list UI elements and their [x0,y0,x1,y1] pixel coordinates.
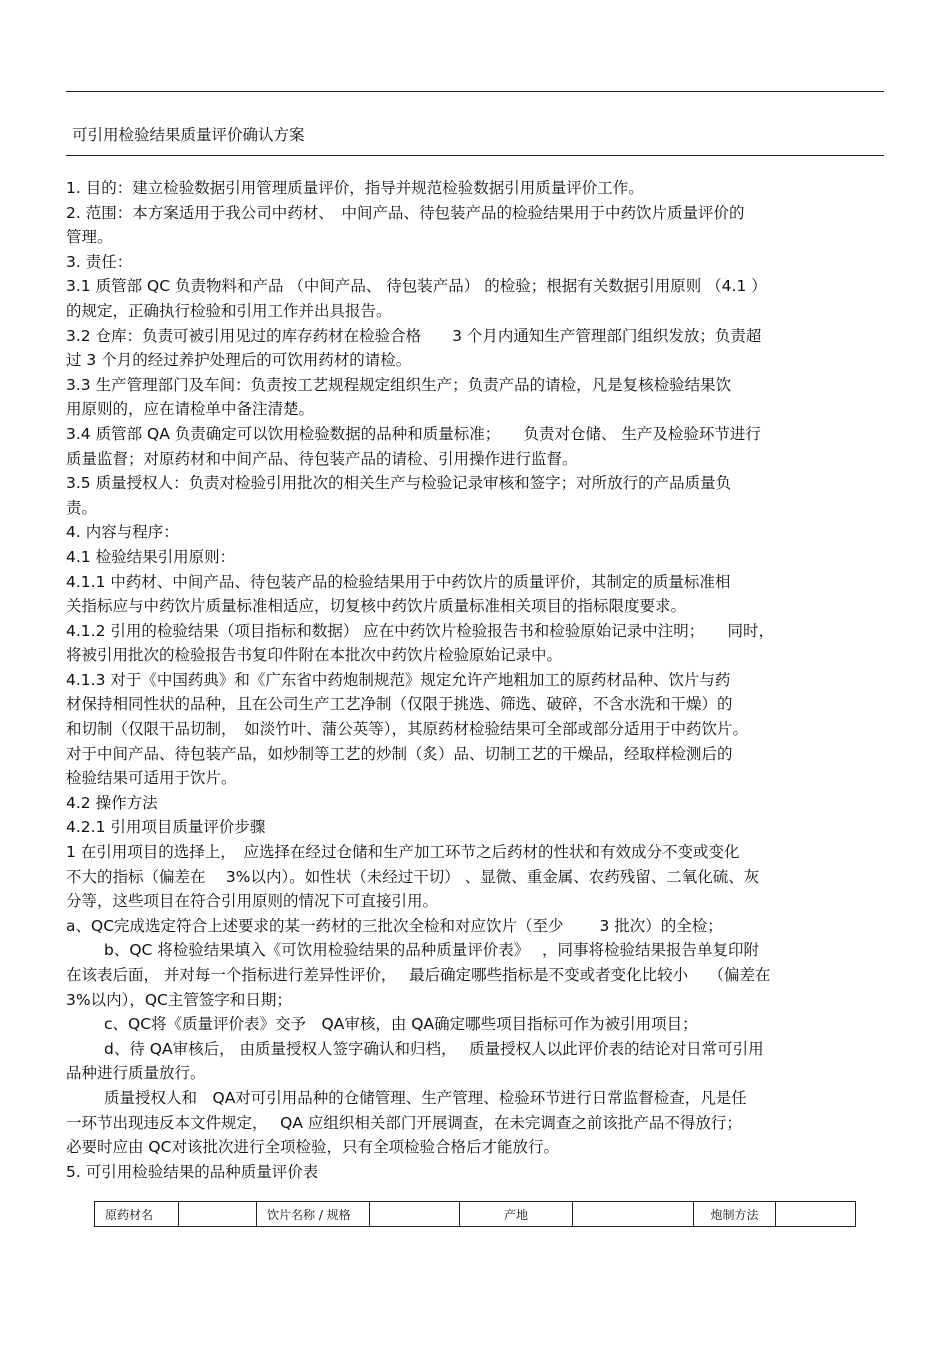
table-cell-label-processing: 炮制方法 [694,1202,776,1227]
text-line: 一环节出现违反本文件规定， QA 应组织相关部门开展调查，在未完调查之前该批产品不得放行； [66,1113,742,1132]
text-line: 3. 责任： [66,252,133,271]
text-line: 3.2 仓库：负责可被引用见过的库存药材在检验合格 3 个月内通知生产管理部门组织发放；负责超 [66,326,762,345]
text-line: 3.1 质管部 QC 负责物料和产品 （中间产品、 待包装产品） 的检验；根据有关数据引用原则 （4.1 ） [66,277,767,296]
text-line: 责。 [66,498,98,517]
text-line: 3.4 质管部 QA 负责确定可以饮用检验数据的品种和质量标准； 负责对仓储、 生产及检验环节进行 [66,424,761,443]
text-line: 4.1.3 对于《中国药典》和《广东省中药炮制规范》规定允许产地粗加工的原药材品种、饮片与药 [66,670,731,689]
table-cell-label-origin: 产地 [460,1202,573,1227]
text-line: 材保持相同性状的品种，且在公司生产工艺净制（仅限于挑选、筛选、破碎，不含水洗和干燥）的 [66,695,733,714]
table-cell-value [179,1202,257,1227]
text-line: 将被引用批次的检验报告书复印件附在本批次中药饮片检验原始记录中。 [66,646,563,665]
table-cell-label-raw-material: 原药材名 [95,1202,179,1227]
text-line: c、QC将《质量评价表》交予 QA审核，由 QA确定哪些项目指标可作为被引用项目； [104,1015,698,1034]
text-line: d、待 QA审核后， 由质量授权人签字确认和归档， 质量授权人以此评价表的结论对日常可引用 [104,1039,764,1058]
text-line: 2. 范围：本方案适用于我公司中药材、 中间产品、待包装产品的检验结果用于中药饮片质量评价的 [66,203,745,222]
text-line: 质量授权人和 QA对可引用品种的仓储管理、生产管理、检验环节进行日常监督检查，凡是任 [104,1088,747,1107]
table-cell-label-slice-spec: 饮片名称 / 规格 [257,1202,370,1227]
text-line: a、QC完成选定符合上述要求的某一药材的三批次全检和对应饮片（至少 3 批次）的全检； [66,916,723,935]
text-line: 分等，这些项目在符合引用原则的情况下可直接引用。 [66,892,439,911]
text-line: 的规定，正确执行检验和引用工作并出具报告。 [66,301,392,320]
text-line: 5. 可引用检验结果的品种质量评价表 [66,1162,319,1181]
document-body [66,176,886,1184]
text-line: 必要时应由 QC对该批次进行全项检验，只有全项检验合格后才能放行。 [66,1138,559,1157]
text-line: 4.1 检验结果引用原则： [66,547,236,566]
table-cell-value [573,1202,694,1227]
top-rule [66,91,884,92]
table-row [95,1202,856,1227]
title-rule [66,155,884,156]
text-line: 4.2.1 引用项目质量评价步骤 [66,818,266,837]
text-line: 1. 目的：建立检验数据引用管理质量评价，指导并规范检验数据引用质量评价工作。 [66,179,644,197]
text-line: 用原则的，应在请检单中备注清楚。 [66,400,315,419]
text-line: 和切制（仅限干品切制， 如淡竹叶、蒲公英等），其原药材检验结果可全部或部分适用于中药饮片。 [66,720,749,739]
document-title: 可引用检验结果质量评价确认方案 [72,126,305,144]
text-line: 4.1.2 引用的检验结果（项目指标和数据） 应在中药饮片检验报告书和检验原始记录中注明； 同时， [66,621,775,640]
text-line: 4.2 操作方法 [66,793,158,812]
text-line: b、QC 将检验结果填入《可饮用检验结果的品种质量评价表》 ，同事将检验结果报告单复印附 [104,941,759,960]
text-line: 检验结果可适用于饮片。 [66,769,237,788]
text-line: 3.3 生产管理部门及车间：负责按工艺规程规定组织生产；负责产品的请检，凡是复核检验结果饮 [66,375,732,394]
text-line: 质量监督；对原药材和中间产品、待包装产品的请检、引用操作进行监督。 [66,449,578,468]
text-line: 过 3 个月的经过养护处理后的可饮用药材的请检。 [66,351,412,370]
text-line: 4. 内容与程序： [66,523,179,542]
text-line: 对于中间产品、待包装产品，如炒制等工艺的炒制（炙）品、切制工艺的干燥品，经取样检测后的 [66,744,733,763]
table-cell-value [370,1202,460,1227]
text-line: 管理。 [66,228,113,247]
text-line: 1 在引用项目的选择上， 应选择在经过仓储和生产加工环节之后药材的性状和有效成分不变或变化 [66,843,740,862]
table-cell-value [776,1202,856,1227]
text-line: 品种进行质量放行。 [66,1064,206,1083]
text-line: 关指标应与中药饮片质量标准相适应，切复核中药饮片质量标准相关项目的指标限度要求。 [66,597,687,616]
text-line: 在该表后面， 并对每一个指标进行差异性评价， 最后确定哪些指标是不变或者变化比较小 （偏差在 [66,966,771,984]
text-line: 3.5 质量授权人：负责对检验引用批次的相关生产与检验记录审核和签字；对所放行的产品质量负 [66,474,732,493]
text-line: 不大的指标（偏差在 3%以内）。如性状（未经过干切） 、显微、重金属、农药残留、二氧化硫、灰 [66,867,760,886]
text-line: 3%以内），QC主管签字和日期； [66,990,292,1009]
text-line: 4.1.1 中药材、中间产品、待包装产品的检验结果用于中药饮片的质量评价，其制定的质量标准相 [66,572,731,591]
quality-evaluation-table [94,1201,856,1227]
